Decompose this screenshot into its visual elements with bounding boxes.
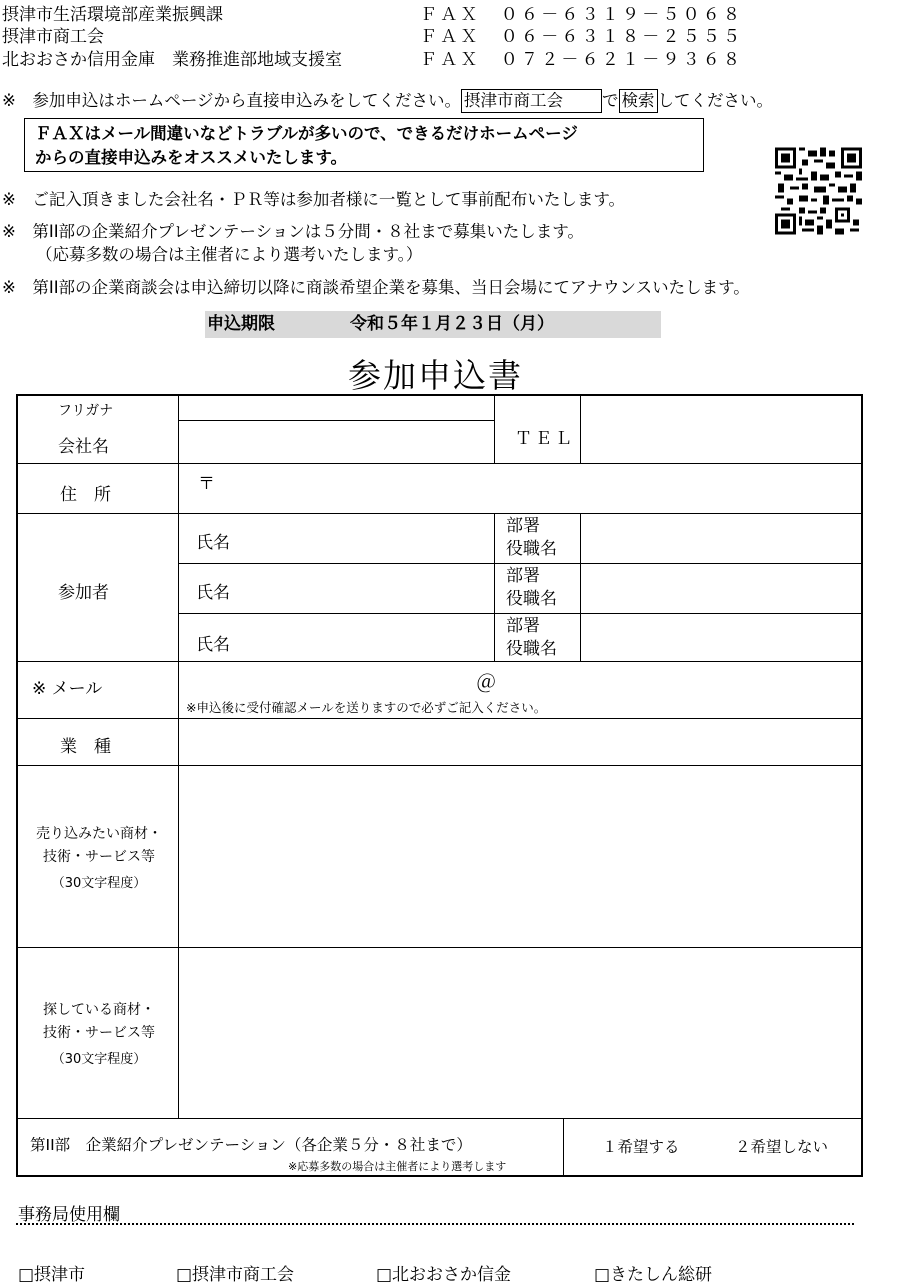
company-label: 会社名 (58, 437, 109, 457)
line-address (18, 513, 863, 514)
deadline-date: 令和５年１月２３日（月） (350, 314, 554, 334)
fax-number-2: ＦＡＸ ０６－６３１８－２５５５ (420, 27, 744, 47)
form-title: 参加申込書 (348, 356, 523, 395)
email-label: ※ メール (32, 679, 103, 699)
dept-text: 部署 (506, 516, 540, 536)
line-furigana (178, 420, 494, 421)
line-seek (18, 1118, 863, 1119)
participant-2-dept-label (506, 565, 557, 611)
line-participant-1 (178, 563, 863, 564)
participant-1-name-label: 氏名 (196, 533, 230, 553)
vline-dept-left (494, 513, 495, 661)
line-email (18, 718, 863, 719)
participant-1-dept-label (506, 515, 557, 561)
seek-note: （30文字程度） (51, 1052, 147, 1067)
at-mark: ＠ (476, 670, 496, 694)
position-text: 役職名 (506, 639, 557, 659)
postal-mark: 〒 (198, 474, 215, 494)
furigana-label: フリガナ (58, 403, 114, 419)
sell-label (24, 823, 174, 895)
office-use-title: 事務局使用欄 (18, 1205, 120, 1225)
line-company (18, 463, 863, 464)
presentation-note: ※応募多数の場合は主催者により選考します (288, 1160, 507, 1173)
seek-line2: 技術・サービス等 (43, 1025, 155, 1041)
search-button: 検索 (619, 89, 658, 113)
note-presentation: ※ 第II部の企業紹介プレゼンテーションは５分間・８社まで募集いたします。 (2, 222, 584, 241)
note-suffix-text: してください。 (657, 91, 773, 110)
note-presentation-sub: （応募多数の場合は主催者により選考いたします。） (36, 245, 423, 264)
office-check-settsu-city[interactable]: □摂津市 (18, 1265, 86, 1285)
vline-presentation (563, 1118, 564, 1177)
position-text: 役職名 (506, 589, 557, 609)
industry-label: 業 種 (60, 737, 111, 757)
line-participants (18, 661, 863, 662)
vline-tel-left (494, 396, 495, 463)
qr-code (775, 147, 862, 235)
seek-label (24, 999, 174, 1071)
fax-warning-line1: ＦＡＸはメール間違いなどトラブルが多いので、できるだけホームページ (35, 124, 578, 143)
deadline-bar (205, 311, 661, 338)
sell-line1: 売り込みたい商材・ (36, 826, 162, 842)
dept-text: 部署 (506, 566, 540, 586)
participant-3-name-label: 氏名 (196, 635, 230, 655)
line-industry (18, 765, 863, 766)
seek-line1: 探している商材・ (43, 1002, 155, 1018)
sell-line2: 技術・サービス等 (43, 849, 155, 865)
option-no[interactable]: ２希望しない (735, 1138, 829, 1156)
address-label: 住 所 (60, 485, 111, 505)
office-check-shinkin[interactable]: □北おおさか信金 (376, 1265, 512, 1285)
vline-tel-right (580, 396, 581, 463)
fax-number-1: ＦＡＸ ０６－６３１９－５０６８ (420, 5, 744, 25)
note-de-text: で (602, 91, 619, 110)
note-business-meeting: ※ 第II部の企業商談会は申込締切以降に商談希望企業を募集、当日会場にてアナウンスいたします。 (2, 278, 750, 297)
fax-number-3: ＦＡＸ ０７２－６２１－９３６８ (420, 50, 744, 70)
deadline-label: 申込期限 (207, 314, 275, 334)
fax-org-3: 北おおさか信用金庫 業務推進部地域支援室 (2, 50, 342, 70)
search-term-box: 摂津市商工会 (461, 89, 602, 113)
note-apply-online-text: ※ 参加申込はホームページから直接申込みをしてください。 (2, 91, 461, 110)
fax-warning-box (24, 118, 704, 172)
participant-2-name-label: 氏名 (196, 583, 230, 603)
fax-org-1: 摂津市生活環境部産業振興課 (2, 5, 223, 25)
vline-label-column (178, 396, 179, 1118)
email-note: ※申込後に受付確認メールを送りますので必ずご記入ください。 (186, 700, 547, 715)
office-use-divider (16, 1223, 854, 1225)
line-sell (18, 947, 863, 948)
note-distribution: ※ ご記入頂きました会社名・ＰＲ等は参加者様に一覧として事前配布いたします。 (2, 190, 626, 209)
office-check-chamber[interactable]: □摂津市商工会 (176, 1265, 295, 1285)
application-form (16, 394, 863, 1177)
option-yes[interactable]: １希望する (602, 1138, 680, 1156)
position-text: 役職名 (506, 539, 557, 559)
office-check-soken[interactable]: □きたしん総研 (594, 1265, 713, 1285)
presentation-label: 第II部 企業紹介プレゼンテーション（各企業５分・８社まで） (30, 1136, 472, 1154)
participants-label: 参加者 (58, 583, 109, 603)
vline-dept-right (580, 513, 581, 661)
note-apply-online (2, 87, 773, 113)
participant-3-dept-label (506, 615, 557, 661)
line-participant-2 (178, 613, 863, 614)
dept-text: 部署 (506, 616, 540, 636)
fax-org-2: 摂津市商工会 (2, 27, 104, 47)
sell-note: （30文字程度） (51, 876, 147, 891)
tel-label: ＴＥＬ (515, 429, 575, 449)
fax-warning-line2: からの直接申込みをオススメいたします。 (35, 148, 348, 167)
